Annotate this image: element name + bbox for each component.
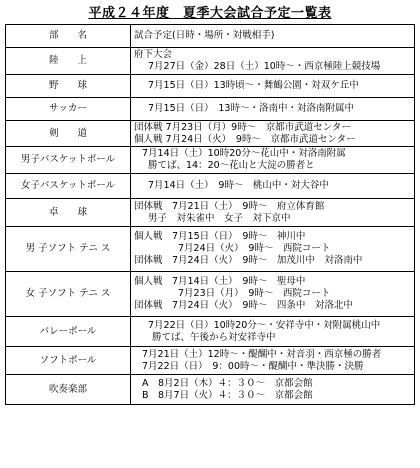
table-row [6,227,415,272]
dept-column-header: 部 名 [6,25,131,48]
detail-line: 団体戦 7月24日（火） 9時～ 四条中 対洛北中 [134,300,353,311]
detail-line: 7月24日（火） 9時～ 西院コート [178,243,331,254]
dept-name: 女子バスケットボール [6,174,131,199]
schedule-detail [131,317,415,347]
detail-line: 7月22日（日）10時20分～・安祥寺中・対附属桃山中 [148,319,381,331]
detail-line: 団体戦 7月24日（火） 9時～ 加茂川中 対洛南中 [134,255,363,266]
title-text: 平成２４年度 夏季大会試合予定一覧表 [88,6,332,21]
detail-line: 7月15日（日）13時頃～・舞鶴公園・対双ケ丘中 [148,80,359,91]
table-row [6,375,415,405]
schedule-detail [131,272,415,317]
table-row [6,317,415,347]
dept-name: 野 球 [6,75,131,98]
detail-line: 7月14日（土） 9時～ 桃山中・対大谷中 [148,180,329,191]
detail-line: B 8月7日（火）４：３０～ 京都会館 [142,389,313,401]
table-row [6,347,415,375]
dept-name: 男 子ソフト テニ ス [6,227,131,272]
detail-line: 個人戦 7月14日（土） 9時～ 聖母中 [134,276,306,287]
detail-line: A 8月2日（木）４：３０～ 京都会館 [142,377,313,389]
dept-name: バレーボール [6,317,131,347]
detail-line: 7月15日（日） 13時～・洛南中・対洛南附属中 [148,103,354,114]
detail-line: 個人戦 7月15日（日） 9時～ 神川中 [134,231,306,242]
table-row [6,272,415,317]
schedule-detail [131,375,415,405]
detail-line: 個人戦 7月24日（火） 9時～ 京都市武道センター [134,133,356,145]
detail-line: 団体戦 7月23日（月）9時～ 京都市武道センター [134,121,351,133]
dept-name: サッカー [6,98,131,121]
dept-name: 吹奏楽部 [6,375,131,405]
table-header-row [6,25,415,48]
page-title [0,2,420,21]
table-row [6,121,415,147]
detail-column-header: 試合予定(日時・場所・対戦相手) [131,25,415,48]
schedule-detail [131,199,415,227]
table-row [6,75,415,98]
dept-name: 卓 球 [6,199,131,227]
schedule-detail [131,48,415,75]
detail-line: 7月22日（日） 9：00時～・醍醐中・準決勝・決勝 [142,360,364,372]
schedule-detail [131,347,415,375]
detail-line: 7月14日（土）10時20分～花山中・対洛南附属 [142,148,346,159]
table-row [6,147,415,174]
schedule-detail [131,147,415,174]
dept-name: 剣 道 [6,121,131,147]
dept-name: 陸 上 [6,48,131,75]
dept-name: 男子バスケットボール [6,147,131,174]
detail-line: 勝てば、14：20～花山と大淀の勝者と [148,160,315,171]
table-row [6,98,415,121]
schedule-detail [131,75,415,98]
table-row [6,48,415,75]
schedule-detail [131,174,415,199]
schedule-table [5,24,415,405]
detail-line: 男子 対朱雀中 女子 対下京中 [148,212,291,224]
detail-line: 勝てば、午後から対安祥寺中 [152,331,276,343]
dept-name: ソフトボール [6,347,131,375]
schedule-detail [131,98,415,121]
detail-line: 7月21日（土）12時～・醍醐中・対音羽・西京極の勝者 [142,348,382,360]
detail-line: 7月23日（月） 9時～ 西院コート [178,288,331,299]
table-row [6,174,415,199]
schedule-detail [131,227,415,272]
detail-line: 7月27日（金）28日（土）10時～・西京極陸上競技場 [148,61,381,72]
table-row [6,199,415,227]
detail-line: 府下大会 [134,49,173,60]
dept-name: 女 子ソフト テニ ス [6,272,131,317]
detail-line: 団体戦 7月21日（土） 9時～ 府立体育館 [134,200,325,212]
schedule-detail [131,121,415,147]
